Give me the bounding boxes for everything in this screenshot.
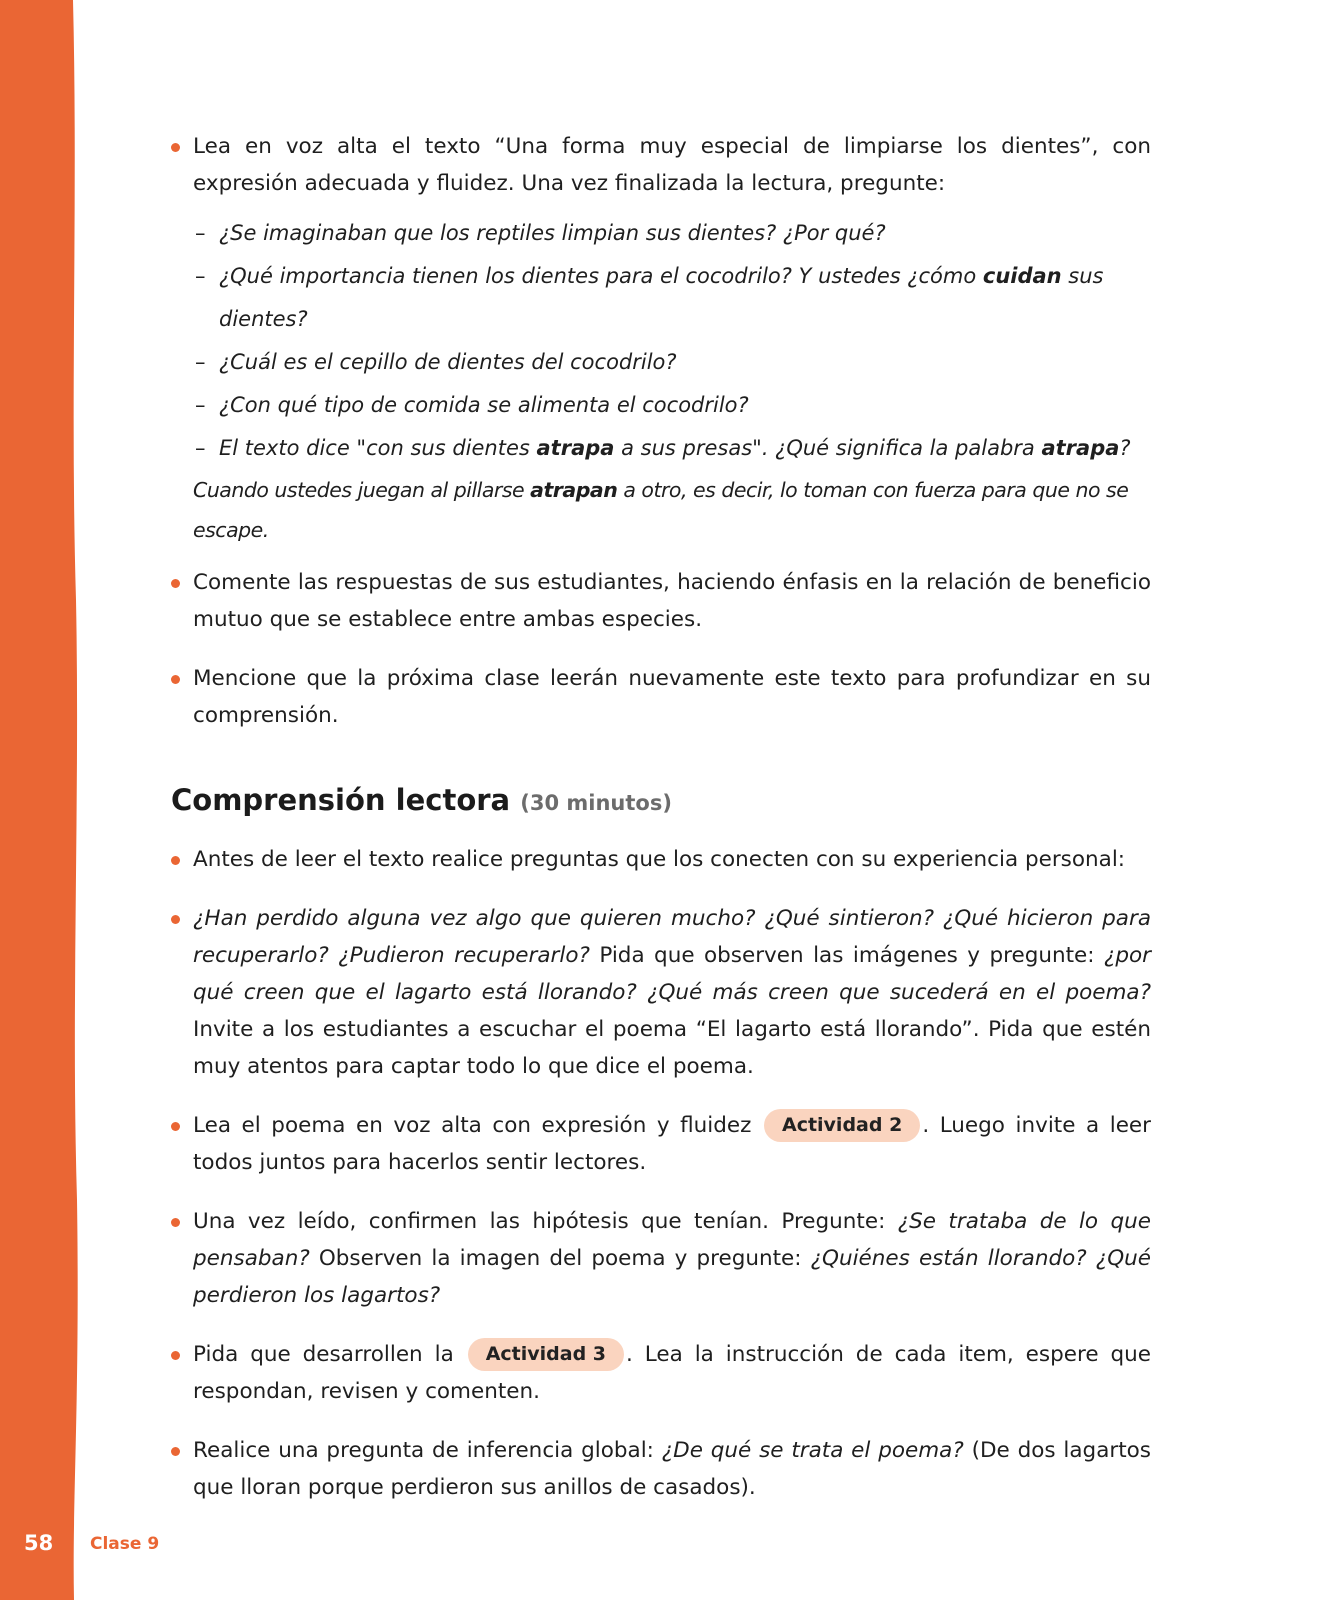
bullet-personal-questions: ¿Han perdido alguna vez algo que quieren mucho? ¿Qué sintieron? ¿Qué hicieron para recuperarlo? ¿Pudieron recuperarlo? Pida que observen las imágenes y pregunte: ¿por qué creen que el lagarto está llorando? ¿Qué más creen que sucederá en el poema? Invite a los estudiantes a escuchar el poema “El lagarto está llorando”. Pida que estén muy atentos para captar todo lo que dice el poema. [171,900,1151,1085]
bullet-next-class: Mencione que la próxima clase leerán nuevamente este texto para profundizar en su comprensión. [171,660,1151,734]
question-item: – ¿Qué importancia tienen los dientes para el cocodrilo? Y ustedes ¿cómo cuidan sus dientes? [171,255,1151,341]
bullet-read-poem: Lea el poema en voz alta con expresión y fluidez Actividad 2 . Luego invite a leer todos juntos para hacerlos sentir lectores. [171,1107,1151,1181]
side-color-band [0,0,80,1600]
question-item: – ¿Cuál es el cepillo de dientes del cocodrilo? [171,341,1151,384]
activity-badge: Actividad 3 [468,1338,624,1371]
bullet-comment-answers: Comente las respuestas de sus estudiantes, haciendo énfasis en la relación de beneficio mutuo que se establece entre ambas especies. [171,564,1151,638]
question-list [171,212,1151,470]
section-duration: (30 minutos) [520,791,672,815]
question-item: – El texto dice "con sus dientes atrapa a sus presas". ¿Qué significa la palabra atrapa? [171,427,1151,470]
bullet-read-aloud: Lea en voz alta el texto “Una forma muy especial de limpiarse los dientes”, con expresión adecuada y fluidez. Una vez finalizada la lectura, pregunte: [171,128,1151,202]
answer-note: Cuando ustedes juegan al pillarse atrapan a otro, es decir, lo toman con fuerza para que no se escape. [193,478,1129,542]
question-item: – ¿Con qué tipo de comida se alimenta el cocodrilo? [171,384,1151,427]
bullet-before-reading: Antes de leer el texto realice preguntas que los conecten con su experiencia personal: [171,841,1151,878]
section-title: Comprensión lectora [171,783,511,817]
page-number: 58 [24,1531,54,1555]
bullet-activity-3: Pida que desarrollen la Actividad 3 . Lea la instrucción de cada item, espere que respondan, revisen y comenten. [171,1336,1151,1410]
page-content [171,128,1151,1506]
activity-badge: Actividad 2 [764,1109,920,1142]
section-heading [171,780,1151,823]
bullet-confirm-hypotheses: Una vez leído, confirmen las hipótesis que tenían. Pregunte: ¿Se trataba de lo que pensaban? Observen la imagen del poema y pregunte: ¿Quiénes están llorando? ¿Qué perdieron los lagartos? [171,1203,1151,1314]
question-item: – ¿Se imaginaban que los reptiles limpian sus dientes? ¿Por qué? [171,212,1151,255]
bullet-global-inference: Realice una pregunta de inferencia global: ¿De qué se trata el poema? (De dos lagartos que lloran porque perdieron sus anillos de casados). [171,1432,1151,1506]
footer-class-label: Clase 9 [90,1534,160,1554]
